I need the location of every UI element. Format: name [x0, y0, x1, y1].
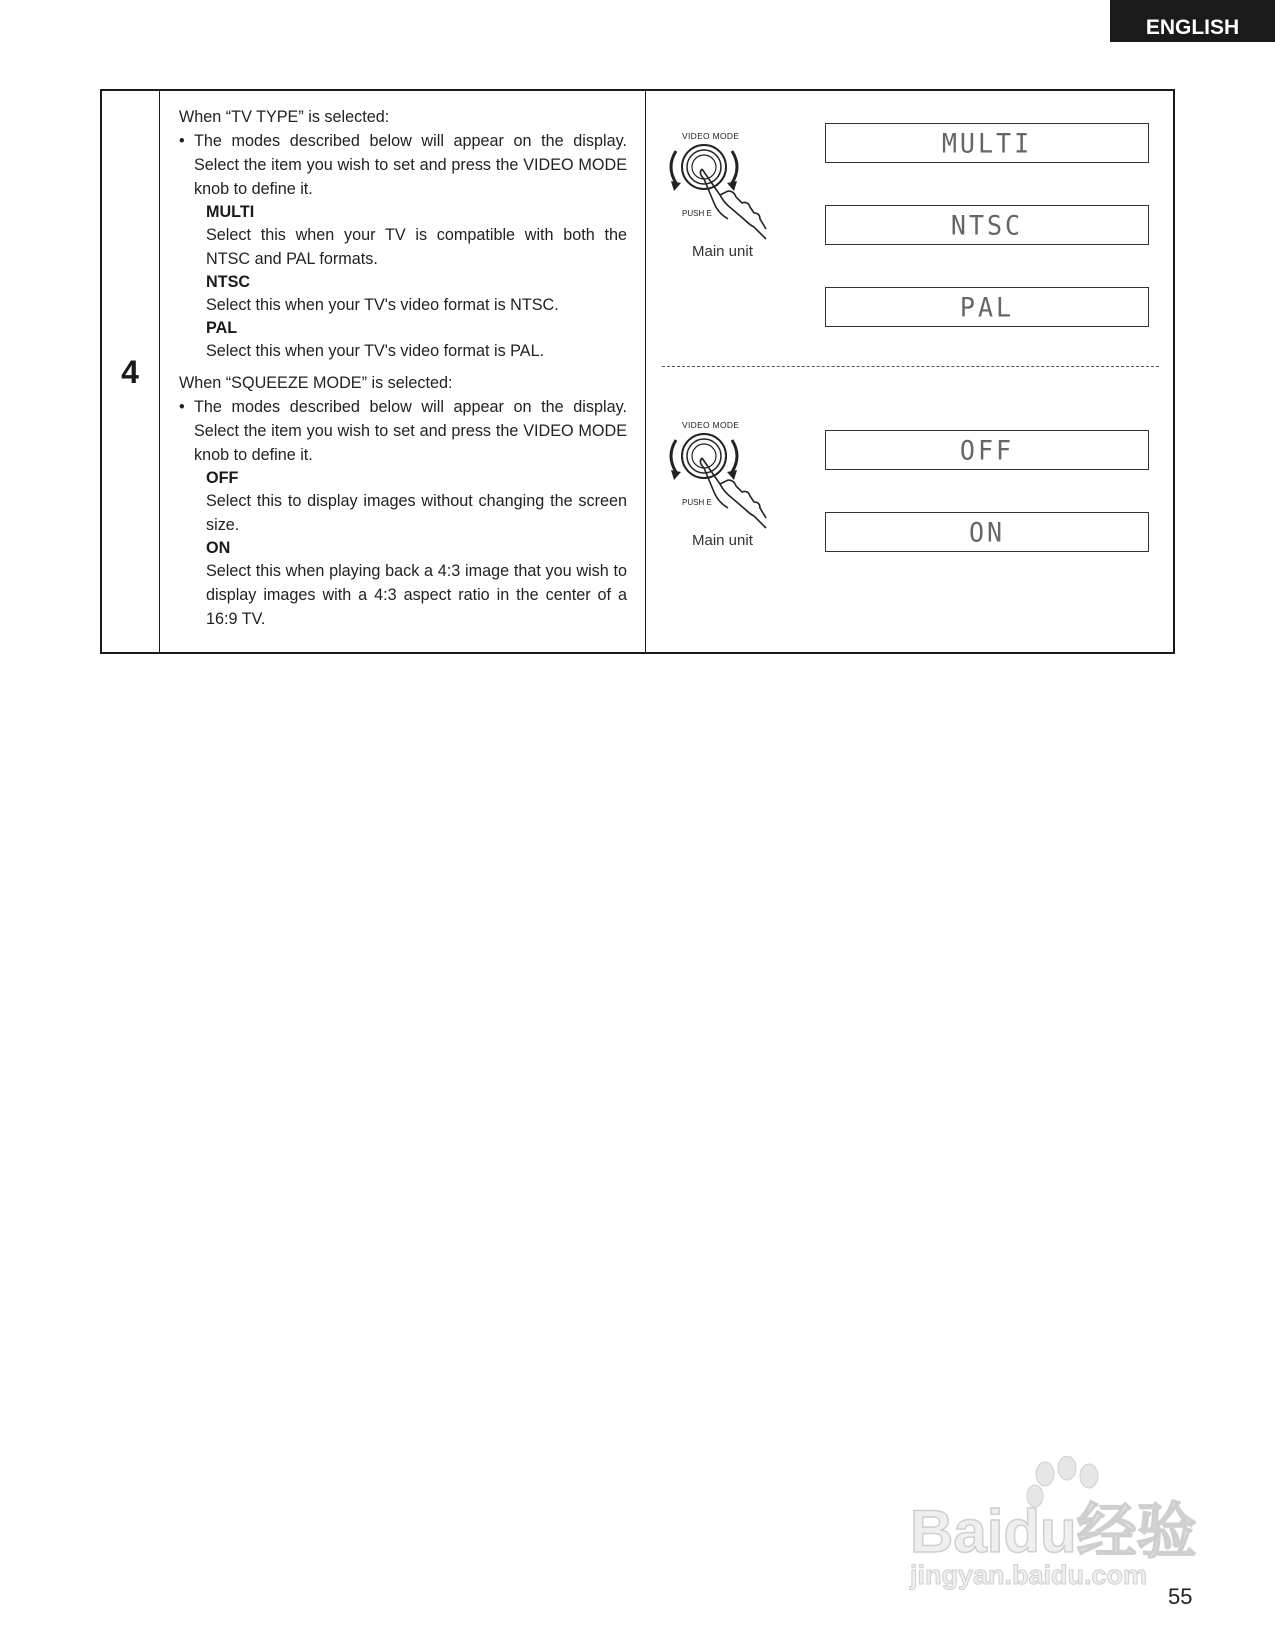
display-text: NTSC	[950, 209, 1024, 241]
figure-column	[646, 91, 1173, 652]
baidu-watermark	[905, 1456, 1205, 1596]
watermark-brand: Baidu经验	[910, 1498, 1197, 1565]
mode-desc-multi: Select this when your TV is compatible with both the NTSC and PAL formats.	[206, 226, 627, 268]
page-number: 55	[1168, 1584, 1193, 1609]
knob-label-video-mode: VIDEO MODE	[682, 131, 740, 141]
display-on	[825, 512, 1149, 552]
mode-desc-pal: Select this when your TV's video format is PAL.	[206, 342, 545, 360]
mode-desc-off: Select this to display images without changing the screen size.	[206, 492, 627, 534]
main-unit-caption: Main unit	[692, 243, 753, 260]
display-text: ON	[968, 516, 1006, 548]
language-tab: ENGLISH	[1110, 0, 1275, 42]
instruction-text	[161, 91, 646, 652]
mode-name-ntsc: NTSC	[206, 273, 251, 291]
display-multi	[825, 123, 1149, 163]
main-unit-caption: Main unit	[692, 532, 753, 549]
display-off	[825, 430, 1149, 470]
display-text: PAL	[959, 291, 1015, 323]
mode-name-off: OFF	[206, 469, 239, 487]
display-text: OFF	[959, 434, 1015, 466]
squeeze-intro: When “SQUEEZE MODE” is selected:	[179, 374, 453, 392]
mode-name-multi: MULTI	[206, 203, 255, 221]
knob-label-video-mode: VIDEO MODE	[682, 420, 740, 430]
bullet-mark: •	[179, 398, 185, 416]
mode-desc-on: Select this when playing back a 4:3 image that you wish to display images with a 4:3 aspect ratio in the center of a 16:9 TV.	[206, 562, 627, 628]
tv-type-bullet	[179, 129, 627, 201]
tv-type-intro: When “TV TYPE” is selected:	[179, 108, 390, 126]
squeeze-bullet-text: The modes described below will appear on the display. Select the item you wish to set and press the VIDEO MODE knob to define it.	[194, 398, 627, 464]
knob-label-push: PUSH E	[682, 209, 712, 218]
section-divider	[662, 366, 1159, 367]
step-column	[102, 91, 160, 652]
display-ntsc	[825, 205, 1149, 245]
bullet-mark: •	[179, 132, 185, 150]
display-text: MULTI	[941, 127, 1033, 159]
knob-label-push: PUSH E	[682, 498, 712, 507]
instruction-table	[100, 89, 1175, 654]
display-pal	[825, 287, 1149, 327]
step-number: 4	[121, 354, 139, 390]
watermark-url: jingyan.baidu.com	[910, 1560, 1148, 1590]
mode-desc-ntsc: Select this when your TV's video format is NTSC.	[206, 296, 559, 314]
tv-type-bullet-text: The modes described below will appear on the display. Select the item you wish to set and press the VIDEO MODE knob to define it.	[194, 132, 627, 198]
mode-name-pal: PAL	[206, 319, 238, 337]
mode-name-on: ON	[206, 539, 231, 557]
squeeze-bullet	[179, 395, 627, 467]
